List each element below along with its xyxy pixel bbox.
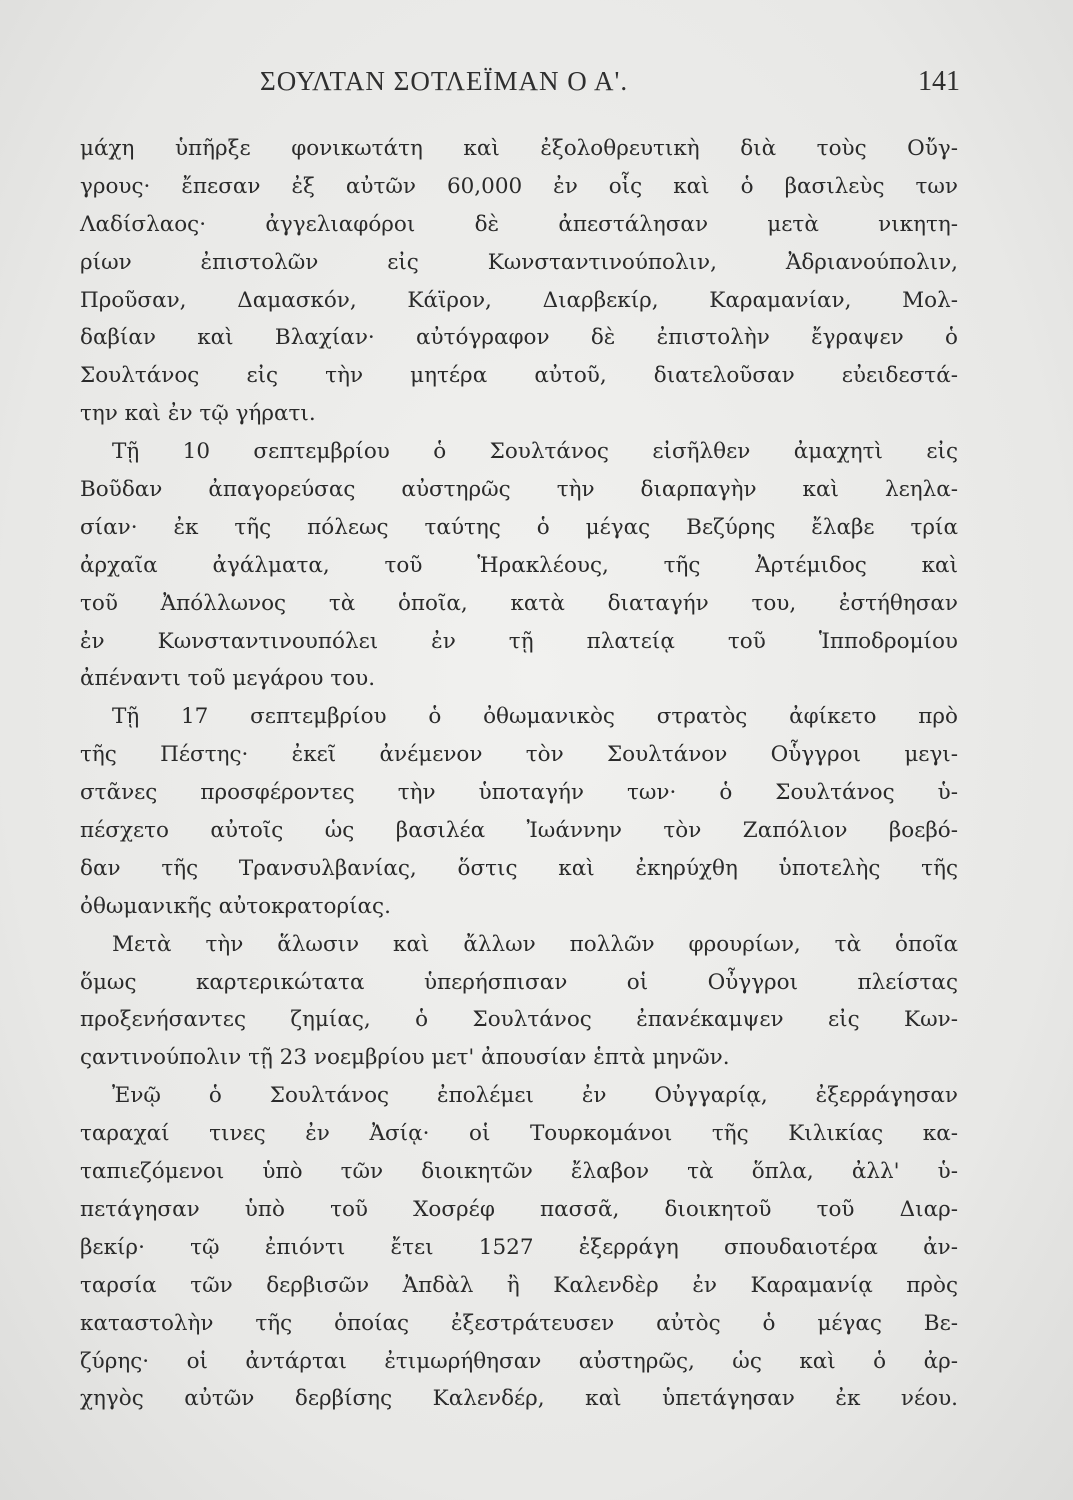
text-line: μάχη ὑπῆρξε φονικωτάτη καὶ ἐξολοθρευτικὴ διὰ τοὺς Οὔγ- [80, 136, 958, 161]
text-line: ρίων ἐπιστολῶν εἰς Κωνσταντινούπολιν, Ἀδριανούπολιν, [80, 249, 958, 275]
text-line: δαν τῆς Τρανσυλβανίας, ὅστις καὶ ἐκηρύχθη ὑποτελὴς τῆς [80, 855, 958, 881]
text-line: ὅμως καρτερικώτατα ὑπερήσπισαν οἱ Οὖγγροι πλείστας [80, 969, 958, 995]
text-line: τῆς Πέστης· ἐκεῖ ἀνέμενον τὸν Σουλτάνον Οὗγγροι μεγι- [80, 742, 958, 768]
text-line: ζύρης· οἱ ἀντάρται ἐτιμωρήθησαν αὐστηρῶς, ὡς καὶ ὁ ἀρ- [80, 1348, 958, 1374]
text-line: Τῇ 10 σεπτεμβρίου ὁ Σουλτάνος εἰσῆλθεν ἀμαχητὶ εἰς [112, 439, 958, 465]
text-line: Λαδίσλαος· ἀγγελιαφόροι δὲ ἀπεστάλησαν μετὰ νικητη- [80, 211, 958, 237]
text-line: Τῇ 17 σεπτεμβρίου ὁ ὀθωμανικὸς στρατὸς ἀφίκετο πρὸ [112, 704, 958, 730]
text-line: ταραχαί τινες ἐν Ἀσίᾳ· οἱ Τουρκομάνοι τῆς Κιλικίας κα- [80, 1121, 958, 1147]
text-line: στᾶνες προσφέροντες τὴν ὑποταγήν των· ὁ Σουλτάνος ὑ- [80, 780, 958, 806]
body-text [80, 130, 958, 1418]
text-line: ἐν Κωνσταντινουπόλει ἐν τῇ πλατείᾳ τοῦ Ἱπποδρομίου [80, 628, 958, 654]
text-line: σίαν· ἐκ τῆς πόλεως ταύτης ὁ μέγας Βεζύρης ἔλαβε τρία [80, 514, 958, 540]
text-line: Ἐνῷ ὁ Σουλτάνος ἐπολέμει ἐν Οὐγγαρίᾳ, ἐξερράγησαν [112, 1083, 958, 1109]
text-line: καταστολὴν τῆς ὁποίας ἐξεστράτευσεν αὐτὸς ὁ μέγας Βε- [80, 1310, 958, 1336]
text-line: Μετὰ τὴν ἅλωσιν καὶ ἄλλων πολλῶν φρουρίων, τὰ ὁποῖα [112, 931, 958, 957]
text-line: γρους· ἔπεσαν ἐξ αὐτῶν 60,000 ἐν οἷς καὶ ὁ βασιλεὺς των [80, 173, 958, 199]
text-line: ςαντινούπολιν τῇ 23 νοεμβρίου μετ' ἀπουσίαν ἑπτὰ μηνῶν. [80, 1045, 730, 1071]
text-line: προξενήσαντες ζημίας, ὁ Σουλτάνος ἐπανέκαμψεν εἰς Κων- [80, 1007, 958, 1033]
text-line: ἀπέναντι τοῦ μεγάρου του. [80, 666, 376, 692]
text-line: ταρσία τῶν δερβισῶν Ἀπδὰλ ἢ Καλενδὲρ ἐν Καραμανίᾳ πρὸς [80, 1272, 958, 1298]
text-line: την καὶ ἐν τῷ γήρατι. [80, 401, 316, 427]
text-line: Βοῦδαν ἀπαγορεύσας αὐστηρῶς τὴν διαρπαγὴν καὶ λεηλα- [80, 477, 958, 503]
text-line: τοῦ Ἀπόλλωνος τὰ ὁποῖα, κατὰ διαταγήν του, ἐστήθησαν [80, 590, 958, 616]
text-line: χηγὸς αὐτῶν δερβίσης Καλενδέρ, καὶ ὑπετάγησαν ἐκ νέου. [80, 1386, 958, 1412]
text-line: ταπιεζόμενοι ὑπὸ τῶν διοικητῶν ἔλαβον τὰ ὅπλα, ἀλλ' ὑ- [80, 1159, 958, 1185]
text-line: πετάγησαν ὑπὸ τοῦ Χοσρέφ πασσᾶ, διοικητοῦ τοῦ Διαρ- [80, 1196, 958, 1222]
running-header [80, 66, 960, 106]
text-line: Προῦσαν, Δαμασκόν, Κάϊρον, Διαρβεκίρ, Καραμανίαν, Μολ- [80, 287, 958, 313]
text-line: βεκίρ· τῷ ἐπιόντι ἔτει 1527 ἐξερράγη σπουδαιοτέρα ἀν- [80, 1234, 958, 1260]
text-line: ἀρχαῖα ἀγάλματα, τοῦ Ἡρακλέους, τῆς Ἀρτέμιδος καὶ [80, 552, 958, 578]
text-line: πέσχετο αὐτοῖς ὡς βασιλέα Ἰωάννην τὸν Ζαπόλιον βοεβό- [80, 818, 958, 844]
text-line: Σουλτάνος εἰς τὴν μητέρα αὐτοῦ, διατελοῦσαν εὐειδεστά- [80, 363, 958, 389]
text-line: δαβίαν καὶ Βλαχίαν· αὐτόγραφον δὲ ἐπιστολὴν ἔγραψεν ὁ [80, 325, 958, 351]
text-line: ὀθωμανικῆς αὐτοκρατορίας. [80, 893, 391, 919]
running-title: ΣΟΥΛΤΑΝ ΣΟΤΛΕΪΜΑΝ Ο Α'. [260, 66, 629, 96]
page-number: 141 [918, 66, 960, 97]
